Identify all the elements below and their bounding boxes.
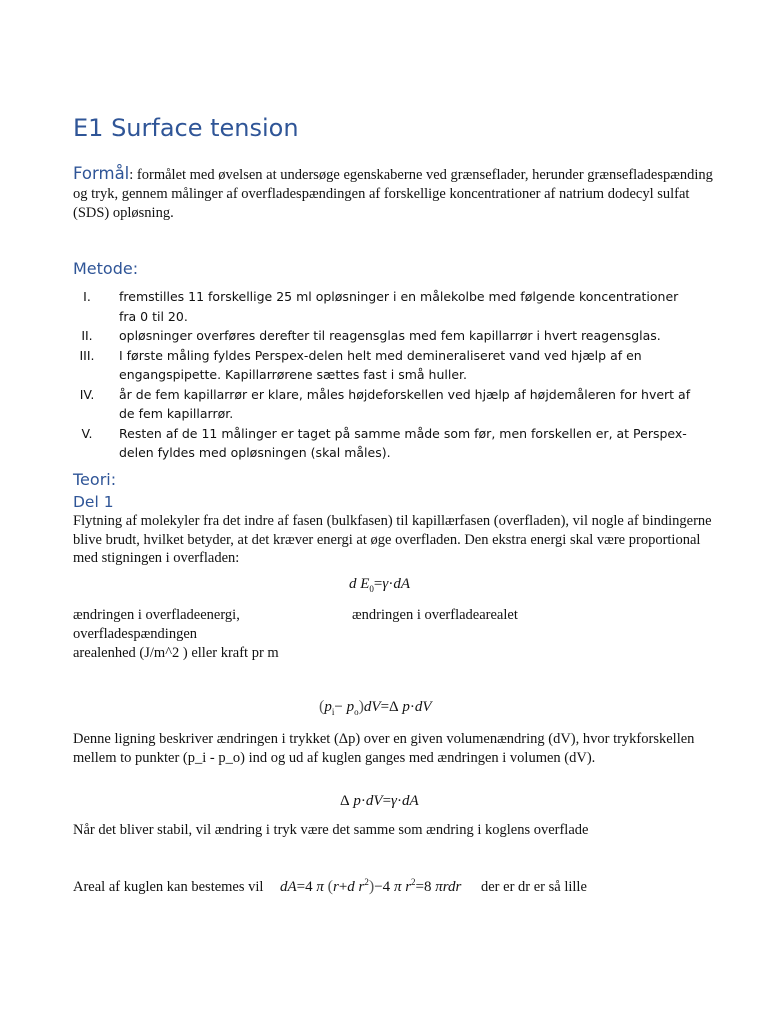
teori-heading: Teori: <box>73 470 117 489</box>
list-item <box>83 287 699 326</box>
teori-paragraph-3: Når det bliver stabil, vil ændring i tryk være det samme som ændring i koglens overflade <box>73 822 589 838</box>
list-number: IV. <box>79 386 95 402</box>
label-area-unit: arealenhed (J/m^2 ) eller kraft pr m <box>73 645 279 661</box>
list-number: II. <box>81 328 93 343</box>
list-item <box>81 424 699 463</box>
list-text: år de fem kapillarrør er klare, måles højdeforskellen ved hjælp af højdemåleren for hvert af de fem kapillarrør. <box>119 386 691 421</box>
formaal-paragraph <box>73 164 713 223</box>
equation-pressure-volume: $(p_i- p_o)dV=\Delta$ p·dV <box>319 698 432 717</box>
list-item <box>79 385 699 424</box>
list-text: Resten af de 11 målinger er taget på samme måde som før, men forskellen er, at Perspex-delen fyldes med opløsningen (skal måles). <box>119 425 687 460</box>
equation-sphere-area: dA=4 π (r+d $r^2)-4$ π $r^2=8$ πrdr <box>280 877 462 895</box>
page-title: E1 Surface tension <box>73 114 299 142</box>
teori-paragraph-2: Denne ligning beskriver ændringen i trykket (Δp) over en given volumenændring (dV), hvor trykforskellen mellem to punkter (p_i - p_o) ind og ud af kuglen ganges med ændringen i volumen (dV). <box>73 731 695 766</box>
metode-steps-list <box>79 287 699 463</box>
formaal-heading: Formål <box>73 164 130 183</box>
list-text: fremstilles 11 forskellige 25 ml opløsninger i en målekolbe med følgende koncentrationer fra 0 til 20. <box>119 289 679 324</box>
list-item <box>81 326 699 346</box>
list-number: III. <box>79 347 95 363</box>
label-surface-tension: overfladespændingen <box>73 626 198 642</box>
list-number: V. <box>81 425 93 441</box>
del1-heading: Del 1 <box>73 493 114 511</box>
teori-paragraph-1: Flytning af molekyler fra det indre af fasen (bulkfasen) til kapillærfasen (overfladen), vil nogle af bindingerne blive brudt, hvilket betyder, at det kræver energi at øge overfladen. Den ekstra energi skal være proportional med stigningen i overfladen: <box>73 513 712 566</box>
list-item <box>79 346 699 385</box>
areal-text-before: Areal af kuglen kan bestemes vil <box>73 879 264 895</box>
areal-text-after: der er dr er så lille <box>481 879 587 895</box>
list-number: I. <box>83 289 91 304</box>
list-text: opløsninger overføres derefter til reagensglas med fem kapillarrør i hvert reagensglas. <box>119 328 661 343</box>
formaal-text: : formålet med øvelsen at undersøge egenskaberne ved grænseflader, herunder grænsefladespænding og tryk, gennem målinger af overfladespændingen af forskellige koncentrationer af natrium dodecyl sulfat (SDS) opløsning. <box>73 167 713 221</box>
equation-surface-energy: d $E_0=\gamma\cdot dA$ <box>349 576 410 594</box>
list-text: I første måling fyldes Perspex-delen helt med demineraliseret vand ved hjælp af en engangspipette. Kapillarrørene sættes fast i små huller. <box>119 347 642 382</box>
metode-heading: Metode: <box>73 259 139 278</box>
label-surface-energy: ændringen i overfladeenergi, <box>73 607 240 623</box>
equation-balance: Δ p·dV=γ·dA <box>340 793 419 809</box>
label-surface-area: ændringen i overfladearealet <box>352 607 518 623</box>
